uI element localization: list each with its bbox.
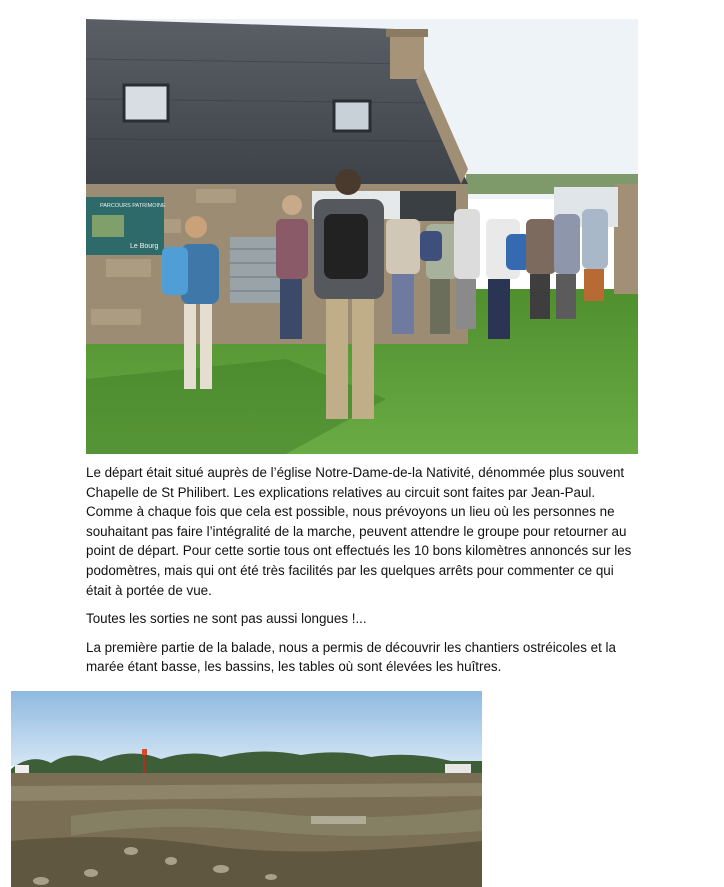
oyster-beds-photo: [11, 691, 482, 887]
chapel-group-image: [86, 19, 638, 454]
low-tide-image: [11, 691, 482, 887]
paragraph-outings: Toutes les sorties ne sont pas aussi longues !...: [86, 611, 367, 627]
paragraph-departure: Le départ était situé auprès de l’église Notre-Dame-de-la Nativité, dénommée plus souvent Chapelle de St Philibert. Les explications relatives au circuit sont faites par Jean-Paul. Comme à chaque fois que cela est possible, nous prévoyons un lieu où les personnes ne souhaitant pas faire l’intégralité de la marche, peuvent attendre le groupe pour retourner au point de départ. Pour cette sortie tous ont effectués les 10 bons kilomètres annoncés sur les podomètres, mais qui ont été très facilités par les quelques arrêts pour commenter ce qui était à portée de vue.: [86, 465, 632, 598]
group-walk-photo: [86, 19, 638, 454]
sign-left-title: PARCOURS PATRIMOINE: [100, 203, 166, 209]
sign-left-footer: Le Bourg: [130, 243, 159, 250]
paragraph-first-part: La première partie de la balade, nous a permis de découvrir les chantiers ostréicoles et la marée étant basse, les bassins, les tables où sont élevées les huîtres.: [86, 639, 616, 675]
article-text: [86, 463, 642, 686]
